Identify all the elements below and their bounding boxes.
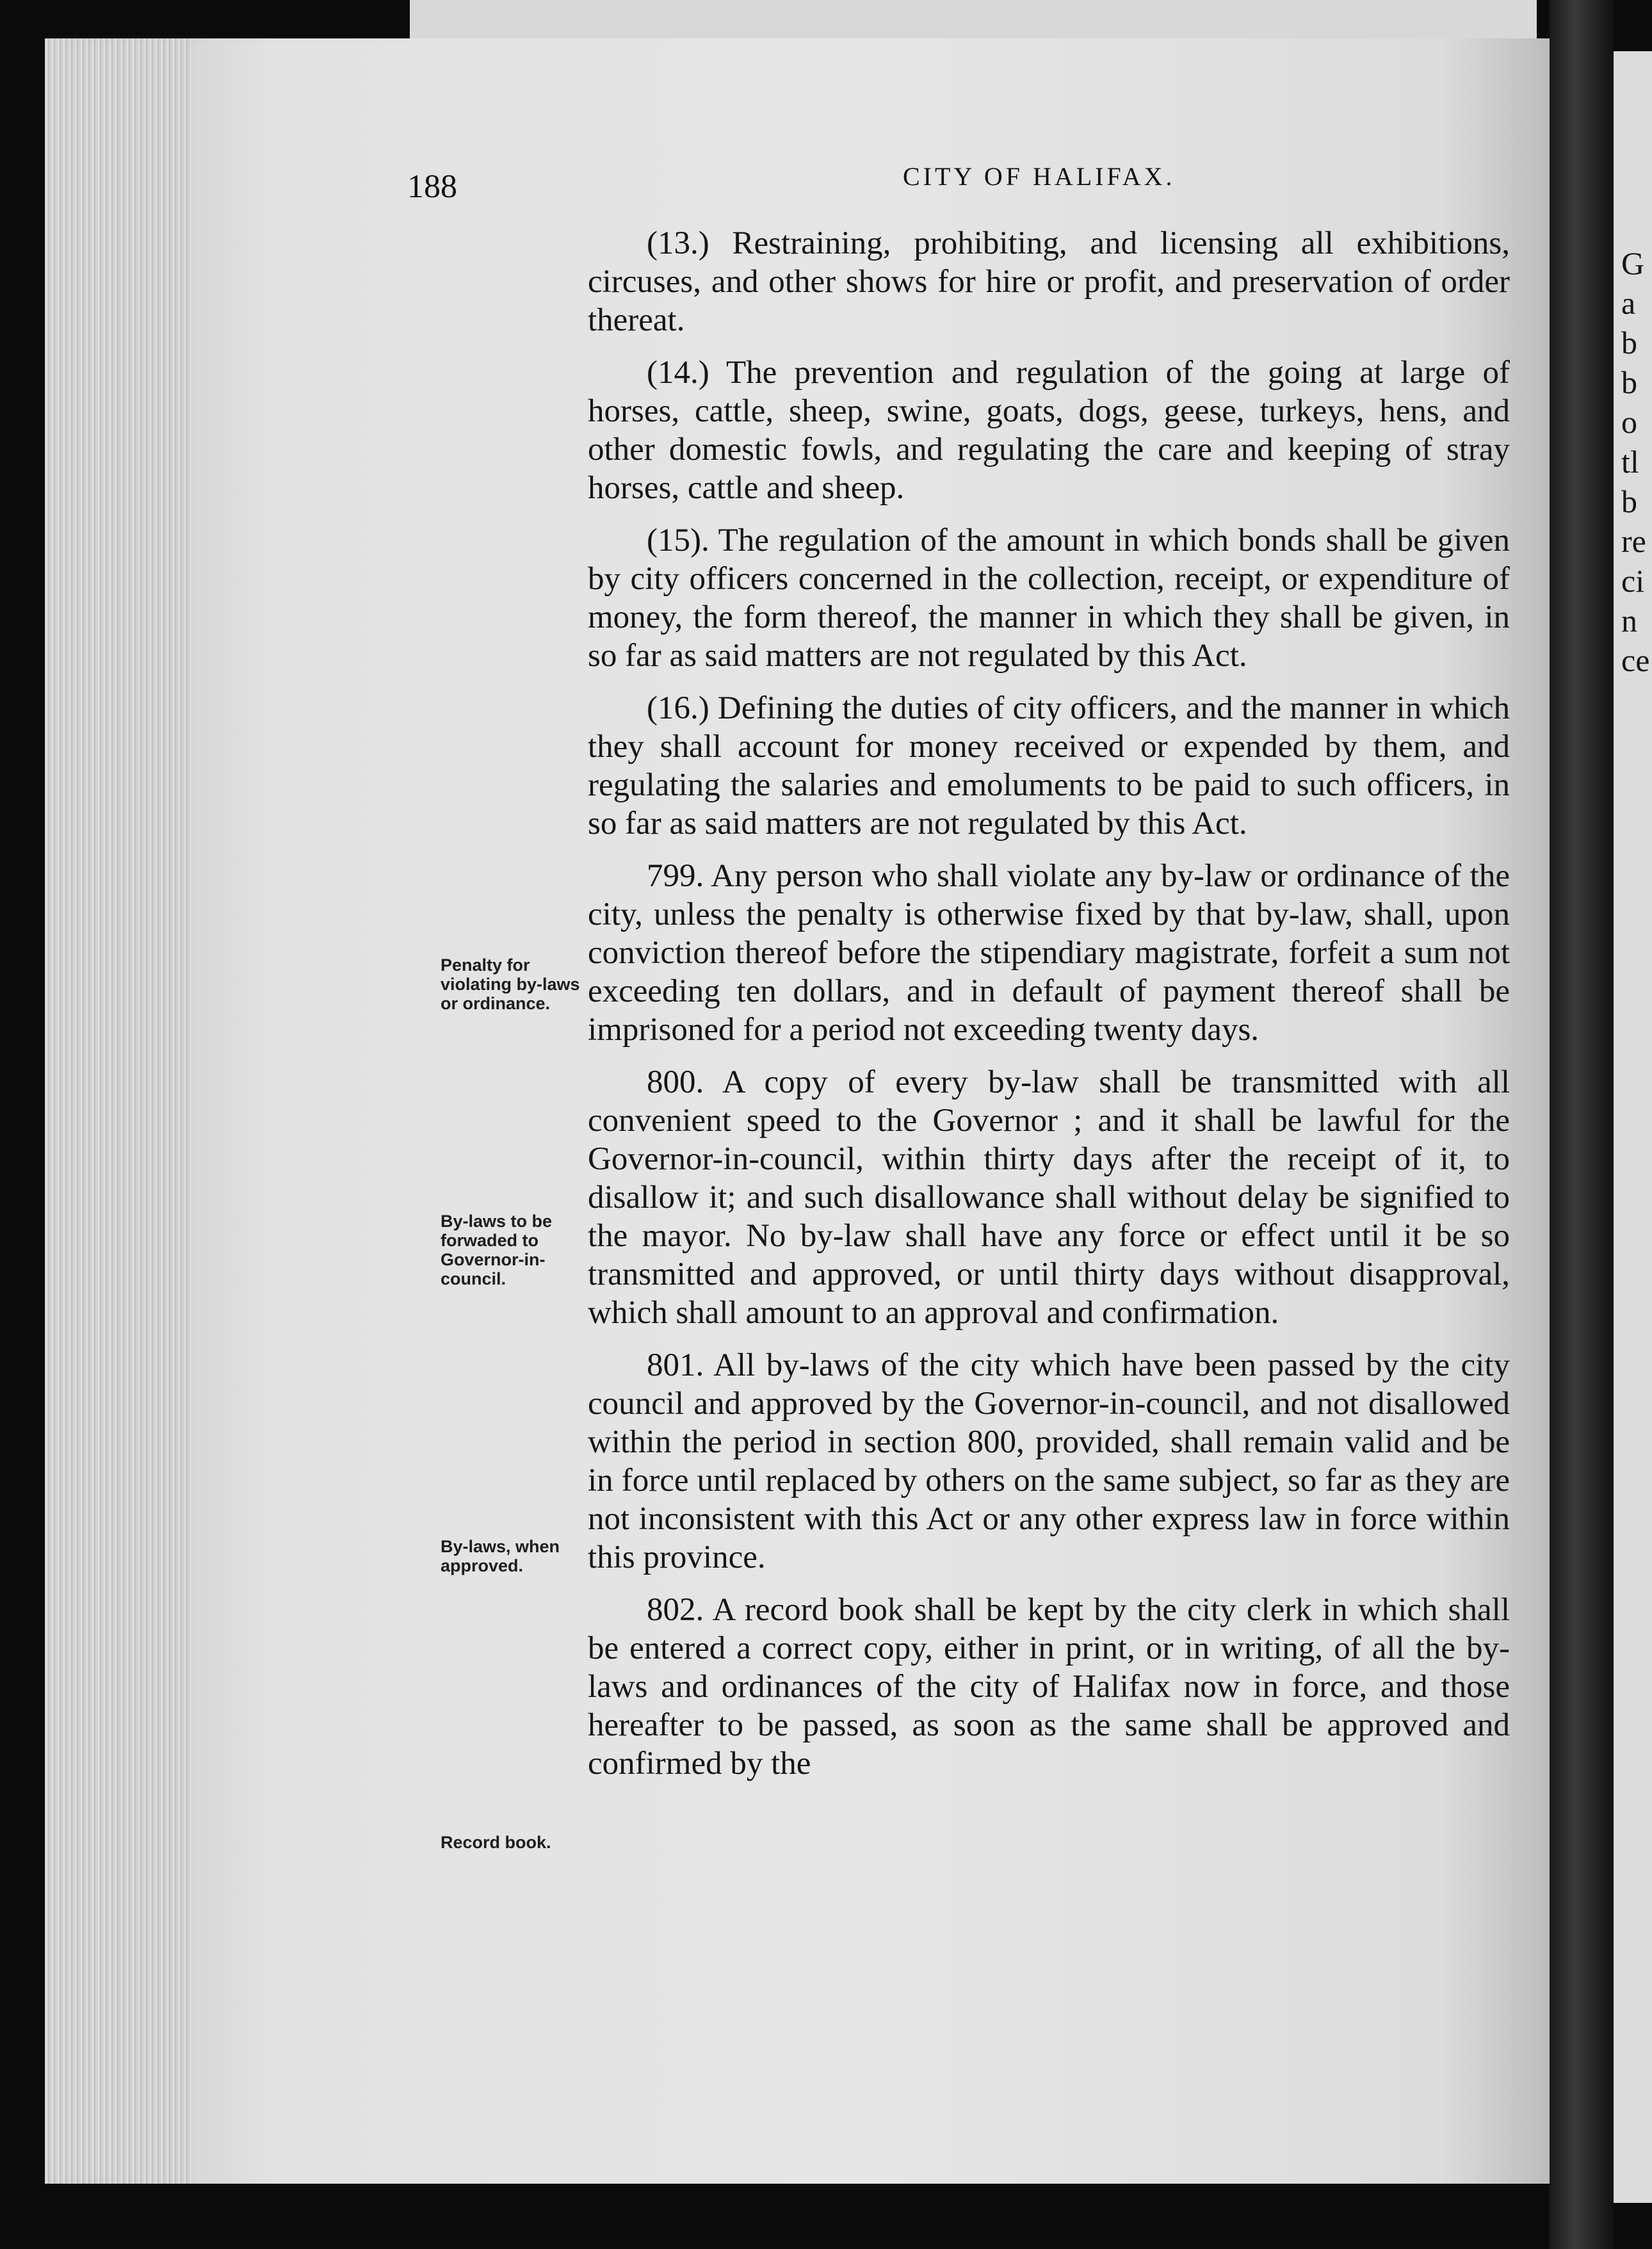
section-799 [588,857,1510,1049]
facing-fragment: o [1621,404,1637,440]
section-799-text: 799. Any person who shall violate any by-law or ordinance of the city, unless the penalty is otherwise fixed by that by-law, shall, upon conviction thereof before the stipendiary magistrate, forfeit a sum not exceeding ten dollars, and in default of payment thereof shall be imprisoned for a period not exceeding twenty days. [588,858,1510,1048]
running-head: CITY OF HALIFAX. [903,162,1176,191]
clause-16: (16.) Defining the duties of city officers, and the manner in which they shall account for money received or expended by them, and regulating the salaries and emoluments to be paid to such officers, in so far as said matters are not regulated by this Act. [588,690,1510,841]
page-body [588,224,1510,1797]
background-page-strip [410,0,1537,38]
facing-fragment: ce [1621,642,1650,678]
side-note-forwarding: By-laws to be forwaded to Governor-in-council. [441,1212,553,1288]
section-801 [588,1346,1510,1577]
facing-page-fragments [1621,243,1652,680]
facing-fragment: a [1621,285,1636,321]
facing-fragment: b [1621,483,1637,519]
section-800-text: 800. A copy of every by-law shall be transmitted with all convenient speed to the Governor ; and it shall be lawful for the Governor-in-council, within thirty days after the receipt of it, to disallow it; and such disallowance shall without delay be signified to the mayor. No by-law shall have any force or effect until it be so transmitted and approved, or until thirty days without disapproval, which shall amount to an approval and confirmation. [588,1064,1510,1331]
clause-15: (15). The regulation of the amount in which bonds shall be given by city officers concerned in the collection, receipt, or expenditure of money, the form thereof, the manner in which they shall be given, in so far as said matters are not regulated by this Act. [588,523,1510,674]
page-stack-edge [45,38,192,2184]
facing-fragment: ci [1621,563,1645,599]
side-note-penalty: Penalty for violating by-laws or ordinance. [441,955,580,1013]
section-802-text: 802. A record book shall be kept by the city clerk in which shall be entered a correct copy, either in print, or in writing, of all the by-laws and ordinances of the city of Halifax now in force, and those hereafter to be passed, as soon as the same shall be approved and confirmed by the [588,1592,1510,1782]
section-800 [588,1063,1510,1332]
facing-fragment: G [1621,245,1645,281]
facing-fragment: tl [1621,444,1639,480]
facing-fragment: n [1621,603,1637,638]
facing-fragment: b [1621,364,1637,400]
page-number: 188 [407,168,457,205]
clause-13: (13.) Restraining, prohibiting, and licensing all exhibitions, circuses, and other shows for hire or profit, and preservation of order thereat. [588,225,1510,338]
side-note-record-book: Record book. [441,1833,551,1852]
book-gutter [1550,0,1614,2249]
side-note-approved: By-laws, when approved. [441,1537,560,1575]
clause-14: (14.) The prevention and regulation of the going at large of horses, cattle, sheep, swine, goats, dogs, geese, turkeys, hens, and other domestic fowls, and regulating the care and keeping of stray horses, cattle and sheep. [588,355,1510,506]
section-802 [588,1591,1510,1783]
facing-fragment: b [1621,325,1637,361]
section-801-text: 801. All by-laws of the city which have been passed by the city council and approved by the Governor-in-council, and not disallowed within the period in section 800, provided, shall remain valid and be in force until replaced by others on the same subject, so far as they are not inconsistent with this Act or any other express law in force within this province. [588,1347,1510,1575]
facing-fragment: re [1621,523,1646,559]
